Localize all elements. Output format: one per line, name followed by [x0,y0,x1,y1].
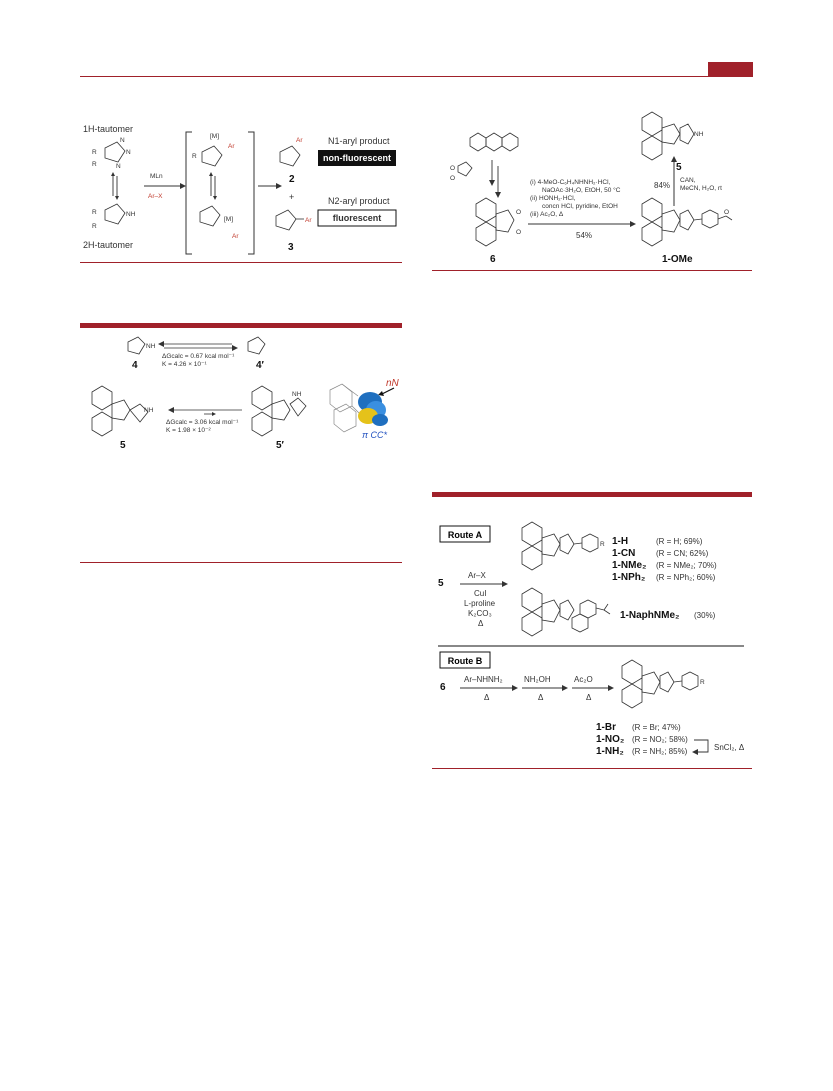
triazole-2h [105,204,125,224]
cond-i-2: NaOAc·3H₂O, EtOH, 50 °C [542,187,621,194]
product-name: 1-H [612,536,629,547]
vinylene-carbonate [458,162,472,176]
product-name: 1-NO₂ [596,734,625,745]
nn-label: nN [386,378,399,389]
tautomer-2h-label: 2H-tautomer [83,240,134,250]
can-cond: MeCN, H₂O, rt [680,185,722,192]
product-detail: (R = NO₂; 58%) [632,735,688,744]
triazole-1h [105,142,125,162]
anthracene [470,133,518,151]
dg-value-1: ΔGcalc = 0.67 kcal mol⁻¹ [162,353,235,360]
metal-label: [M] [224,216,234,223]
compound-4: 4 [132,360,138,371]
compound-5: 5 [676,162,682,173]
step-b1-reagent: Ar–NHNH₂ [464,675,503,684]
figure-4-scheme [432,500,754,768]
non-fluorescent-badge: non-fluorescent [322,153,392,163]
r-label: R [192,153,197,160]
o-label: O [450,175,456,182]
route-a-label: Route A [447,530,483,540]
cui-reagent: CuI [474,589,487,598]
pi-cc-label: π CC* [362,430,388,440]
compound-6: 6 [440,682,446,693]
figure-1-bottom-rule [80,262,402,263]
r-label: R [92,149,97,156]
figure-3-scheme [430,110,755,268]
r-label: R [92,161,97,168]
step-b2-reagent: NH₂OH [524,675,551,684]
step-b3-reagent: Ac₂O [574,675,593,684]
r-label: R [700,679,705,686]
naph-product-structure [522,588,610,636]
k2co3-reagent: K₂CO₃ [468,609,492,618]
lproline-reagent: L-proline [464,599,496,608]
n-label: N [116,163,121,170]
product-detail: (R = NPh₂; 60%) [656,573,716,582]
o-label: O [450,165,456,172]
figure-1-scheme [80,118,405,266]
yield-54: 54% [576,231,593,240]
figure-4-top-bar [432,492,752,497]
reagent-mln: MLn [150,173,163,180]
ar-label: Ar [228,143,235,150]
figure-2-bottom-rule [80,562,402,563]
product-detail: (R = NMe₂; 70%) [656,561,717,570]
route-b-label: Route B [447,656,483,666]
figure-3-bottom-rule [432,270,752,271]
ar-label: Ar [232,233,239,240]
ar-label: Ar [305,217,312,224]
r-label: R [92,223,97,230]
nh-label: NH [292,391,302,398]
o-label: O [516,229,522,236]
can-label: CAN, [680,177,696,184]
header-tab [708,62,753,76]
o-label: O [724,209,730,216]
sncl2-reagent: SnCl₂, Δ [714,743,745,752]
product-name: 1-CN [612,548,636,559]
delta-label: Δ [478,619,484,628]
product-name: 1-Br [596,722,617,733]
r-label: R [92,209,97,216]
cond-iii: (iii) Ac₂O, Δ [530,211,564,218]
compound-5-structure [642,112,694,160]
n-label: N [120,137,125,144]
nh-label: NH [694,131,704,138]
n2-product-label: N2-aryl product [328,196,390,206]
delta-label: Δ [538,693,544,702]
orbital-graphic [330,384,394,432]
n1-product-label: N1-aryl product [328,136,390,146]
header-rule [80,76,753,77]
compound-5: 5 [438,578,444,589]
compound-1-ome-structure [642,198,732,246]
metal-label: [M] [210,133,220,140]
product-detail: (R = H; 69%) [656,537,703,546]
route-b-product-list [596,722,688,757]
k-value-2: K = 1.98 × 10⁻² [166,427,211,434]
delta-label: Δ [586,693,592,702]
compound-4-prime: 4′ [256,360,264,371]
fluorescent-badge: fluorescent [332,213,382,223]
dg-value-2: ΔGcalc = 3.06 kcal mol⁻¹ [166,419,239,426]
figure-2-top-bar [80,323,402,328]
nh-label: NH [146,343,156,350]
route-a-product-list [612,536,717,583]
compound-2: 2 [289,174,295,185]
plus-sign: + [289,192,295,202]
yield-84: 84% [654,181,671,190]
compound-3: 3 [288,242,294,253]
nh-label: NH [144,407,154,414]
k-value-1: K = 4.26 × 10⁻¹ [162,361,207,368]
ar-label: Ar [296,137,303,144]
r-label: R [600,541,605,548]
delta-label: Δ [484,693,490,702]
compound-5-prime: 5′ [276,440,284,451]
arx-reagent: Ar–X [468,571,486,580]
compound-5: 5 [120,440,126,451]
figure-4-bottom-rule [432,768,752,769]
cond-i: (i) 4-MeO-C₆H₄NHNH₂·HCl, [530,179,611,186]
product-detail: (R = NH₂; 85%) [632,747,688,756]
product-name: 1-NMe₂ [612,560,647,571]
compound-1-ome: 1-OMe [662,254,693,265]
route-a-product-structure [522,522,598,570]
reagent-arx: Ar–X [148,193,163,200]
cond-ii-2: concn HCl, pyridine, EtOH [542,203,618,210]
route-b-product-structure [622,660,698,708]
figure-2-scheme [80,332,405,452]
product-name: 1-NPh₂ [612,572,646,583]
compound-6: 6 [490,254,496,265]
tautomer-1h-label: 1H-tautomer [83,124,134,134]
naph-product-name: 1-NaphNMe₂ [620,610,680,621]
n-label: N [126,149,131,156]
cond-ii: (ii) HONH₂·HCl, [530,195,576,202]
nh-label: NH [126,211,136,218]
naph-product-yield: (30%) [694,611,716,620]
product-detail: (R = CN; 62%) [656,549,709,558]
product-name: 1-NH₂ [596,746,624,757]
o-label: O [516,209,522,216]
product-detail: (R = Br; 47%) [632,723,681,732]
